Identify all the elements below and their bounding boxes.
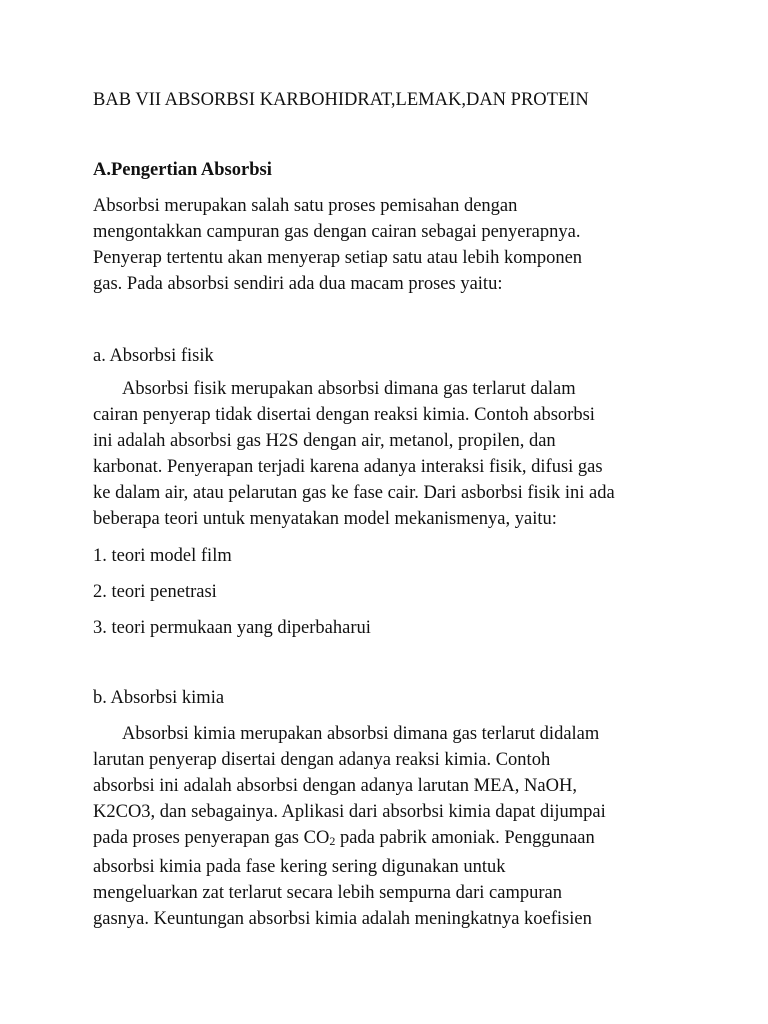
text-line: gas. Pada absorbsi sendiri ada dua macam proses yaitu: xyxy=(93,274,503,294)
text-fragment: pada proses penyerapan gas CO xyxy=(93,828,330,848)
list-item: 1. teori model film xyxy=(93,546,232,566)
text-line: ke dalam air, atau pelarutan gas ke fase cair. Dari asborbsi fisik ini ada xyxy=(93,483,615,503)
text-line: Penyerap tertentu akan menyerap setiap satu atau lebih komponen xyxy=(93,248,583,268)
fisik-paragraph xyxy=(93,376,693,532)
text-line: gasnya. Keuntungan absorbsi kimia adalah meningkatnya koefisien xyxy=(93,909,592,929)
text-line: karbonat. Penyerapan terjadi karena adanya interaksi fisik, difusi gas xyxy=(93,457,603,477)
kimia-paragraph xyxy=(93,721,693,932)
text-fragment: pada pabrik amoniak. Penggunaan xyxy=(335,828,595,848)
subscript: 2 xyxy=(329,834,336,848)
list-item: 2. teori penetrasi xyxy=(93,582,217,602)
text-line: cairan penyerap tidak disertai dengan reaksi kimia. Contoh absorbsi xyxy=(93,405,595,425)
text-line: ini adalah absorbsi gas H2S dengan air, metanol, propilen, dan xyxy=(93,431,556,451)
subsection-heading-kimia: b. Absorbsi kimia xyxy=(93,688,225,708)
text-line: mengontakkan campuran gas dengan cairan sebagai penyerapnya. xyxy=(93,222,581,242)
text-line: K2CO3, dan sebagainya. Aplikasi dari absorbsi kimia dapat dijumpai xyxy=(93,802,606,822)
text-line: Absorbsi fisik merupakan absorbsi dimana gas terlarut dalam xyxy=(122,379,576,399)
text-line: mengeluarkan zat terlarut secara lebih sempurna dari campuran xyxy=(93,883,562,903)
list-item: 3. teori permukaan yang diperbaharui xyxy=(93,618,371,638)
text-line: Absorbsi merupakan salah satu proses pemisahan dengan xyxy=(93,196,518,216)
text-line: Absorbsi kimia merupakan absorbsi dimana gas terlarut didalam xyxy=(122,724,600,744)
text-line xyxy=(93,825,693,854)
text-line: absorbsi kimia pada fase kering sering digunakan untuk xyxy=(93,857,506,877)
text-line: larutan penyerap disertai dengan adanya reaksi kimia. Contoh xyxy=(93,750,551,770)
text-line: beberapa teori untuk menyatakan model mekanismenya, yaitu: xyxy=(93,509,557,529)
subsection-heading-fisik: a. Absorbsi fisik xyxy=(93,346,214,366)
intro-paragraph xyxy=(93,193,693,297)
section-heading-pengertian: A.Pengertian Absorbsi xyxy=(93,160,272,180)
chapter-title: BAB VII ABSORBSI KARBOHIDRAT,LEMAK,DAN PROTEIN xyxy=(93,90,589,110)
text-line: absorbsi ini adalah absorbsi dengan adanya larutan MEA, NaOH, xyxy=(93,776,577,796)
